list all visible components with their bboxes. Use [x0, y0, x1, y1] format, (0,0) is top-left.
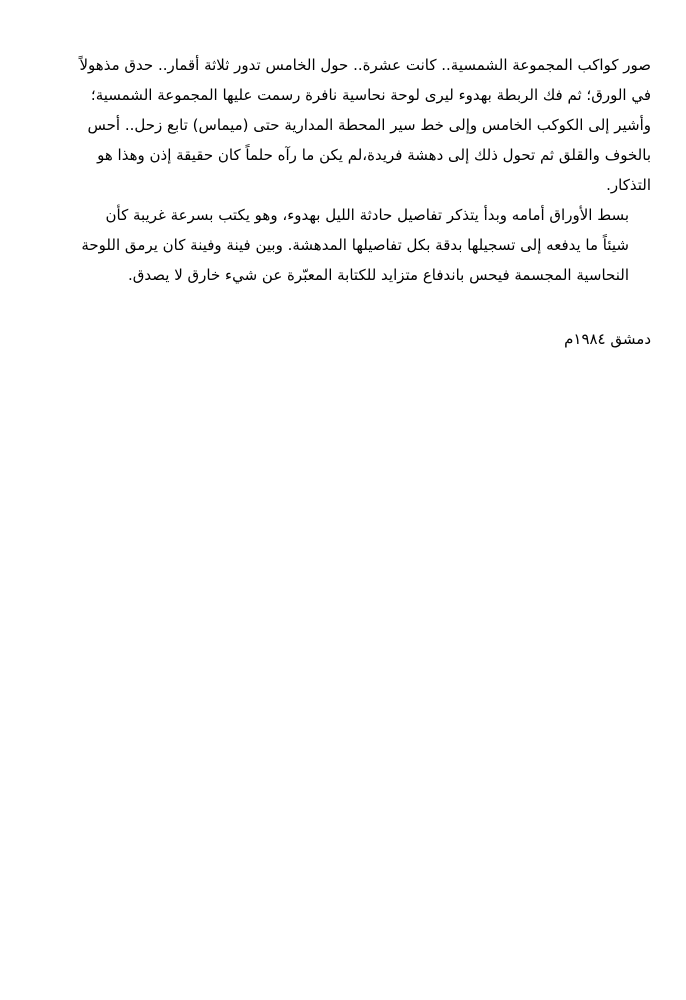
- text-line: صور كواكب المجموعة الشمسية.. كانت عشرة.. حول الخامس تدور ثلاثة أقمار.. حدق مذهولاً: [79, 56, 651, 74]
- text-line: في الورق؛ ثم فك الربطة بهدوء ليرى لوحة نحاسية نافرة رسمت عليها المجموعة الشمسية؛: [90, 86, 651, 104]
- text-line: بسط الأوراق أمامه وبدأ يتذكر تفاصيل حادثة الليل بهدوء، وهو يكتب بسرعة غريبة كأن: [105, 206, 629, 224]
- text-line: وأشير إلى الكوكب الخامس وإلى خط سير المحطة المدارية حتى (ميماس) تابع زحل.. أحس: [87, 116, 651, 134]
- text-line: النحاسية المجسمة فيحس باندفاع متزايد للكتابة المعبّرة عن شيء خارق لا يصدق.: [127, 266, 629, 284]
- text-line: بالخوف والقلق ثم تحول ذلك إلى دهشة فريدة،لم يكن ما رآه حلماً كان حقيقة إذن وهذا هو: [97, 146, 651, 164]
- paragraph-1: [35, 50, 651, 200]
- text-line: شيئاً ما يدفعه إلى تسجيلها بدقة بكل تفاصيلها المدهشة. وبين فينة وفينة كان يرمق اللوحة: [81, 236, 629, 254]
- text-line: التذكار.: [606, 176, 651, 194]
- paragraph-2: [35, 200, 651, 290]
- place-date-signature: دمشق ١٩٨٤م: [564, 330, 651, 348]
